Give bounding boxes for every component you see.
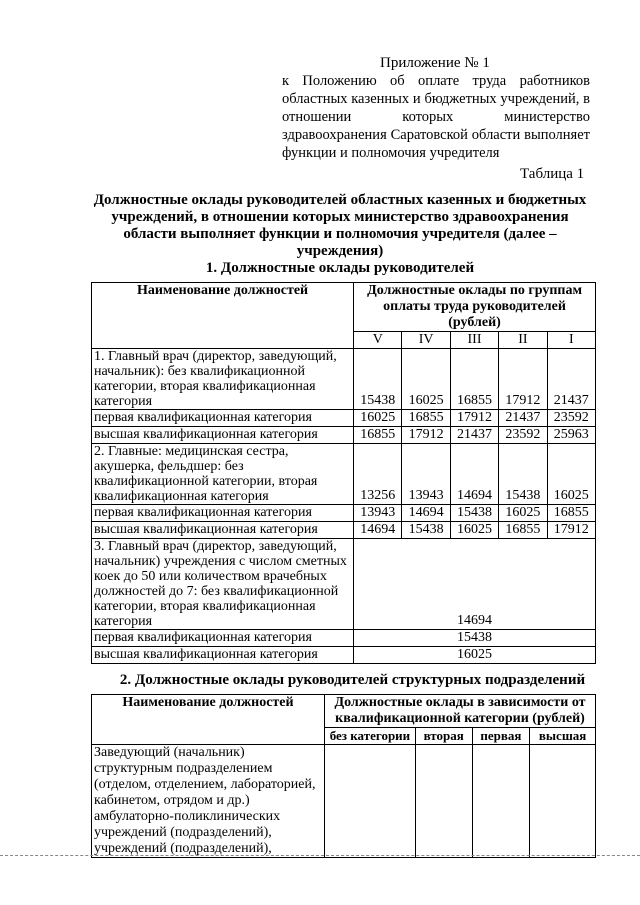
appendix-title: Приложение № 1 <box>380 55 490 71</box>
group-header: I <box>547 332 595 349</box>
row-name: первая квалификационная категория <box>92 410 354 427</box>
salary-value: 17912 <box>499 349 547 410</box>
group-header: II <box>499 332 547 349</box>
row-name: высшая квалификационная категория <box>92 647 354 664</box>
salary-value: 21437 <box>547 349 595 410</box>
salary-value: 15438 <box>402 522 450 539</box>
salary-value: 16855 <box>547 505 595 522</box>
salary-value: 21437 <box>450 427 498 444</box>
row-name: первая квалификационная категория <box>92 630 354 647</box>
row-name: 2. Главные: медицинская сестра, акушерка, фельдшер: без квалификационной категории, вторая квалификационная категория <box>92 444 354 505</box>
salary-value: 16025 <box>450 522 498 539</box>
section1-title: 1. Должностные оклады руководителей <box>205 260 475 276</box>
category-header: первая <box>472 728 530 745</box>
salary-value: 14694 <box>354 539 596 630</box>
salary-value: 16025 <box>354 410 402 427</box>
table-row <box>92 522 596 539</box>
group-header: V <box>354 332 402 349</box>
salary-value: 16855 <box>402 410 450 427</box>
table-row <box>92 539 596 630</box>
salary-value: 15438 <box>354 349 402 410</box>
value-cell <box>415 745 472 858</box>
table-row <box>92 647 596 664</box>
table-row <box>92 427 596 444</box>
salary-value: 16855 <box>499 522 547 539</box>
value-cell <box>325 745 416 858</box>
salary-value: 23592 <box>547 410 595 427</box>
row-name: высшая квалификационная категория <box>92 427 354 444</box>
salary-value: 14694 <box>402 505 450 522</box>
salary-value: 23592 <box>499 427 547 444</box>
salary-value: 16025 <box>402 349 450 410</box>
salary-value: 17912 <box>402 427 450 444</box>
table-row <box>92 745 596 858</box>
page-edge-divider <box>0 855 640 856</box>
group-header: IV <box>402 332 450 349</box>
salary-value: 17912 <box>450 410 498 427</box>
row-name: первая квалификационная категория <box>92 505 354 522</box>
header-groups: Должностные оклады в зависимости от квалификационной категории (рублей) <box>325 695 596 728</box>
table-row <box>92 410 596 427</box>
salary-table-heads <box>91 282 596 664</box>
salary-table-divisions <box>91 694 596 858</box>
section2-title: 2. Должностные оклады руководителей структурных подразделений <box>119 672 586 688</box>
row-name: 1. Главный врач (директор, заведующий, начальник): без квалификационной категории, вторая квалификационная категория <box>92 349 354 410</box>
salary-value: 16025 <box>354 647 596 664</box>
category-header: высшая <box>530 728 596 745</box>
category-header: вторая <box>415 728 472 745</box>
header-name: Наименование должностей <box>92 283 354 349</box>
salary-value: 15438 <box>450 505 498 522</box>
salary-value: 13943 <box>402 444 450 505</box>
salary-value: 15438 <box>354 630 596 647</box>
salary-value: 14694 <box>450 444 498 505</box>
salary-value: 21437 <box>499 410 547 427</box>
value-cell <box>472 745 530 858</box>
document-title: Должностные оклады руководителей областных казенных и бюджетных учреждений, в отношении которых министерство здравоохранения области выполняет функции и полномочия учредителя (далее – учреждения) <box>93 192 587 259</box>
row-name: Заведующий (начальник) структурным подразделением (отделом, отделением, лабораторией, кабинетом, отрядом и др.) амбулаторно-поликлинических учреждений (подразделений), учреждений (подразделений), <box>92 745 325 858</box>
table-row <box>92 505 596 522</box>
salary-value: 16855 <box>354 427 402 444</box>
row-name: 3. Главный врач (директор, заведующий, начальник) учреждения с числом сметных коек до 50 или количеством врачебных должностей до 7: без квалификационной категории, вторая квалификационная категория <box>92 539 354 630</box>
salary-value: 14694 <box>354 522 402 539</box>
table-row <box>92 349 596 410</box>
salary-value: 13943 <box>354 505 402 522</box>
header-groups: Должностные оклады по группам оплаты труда руководителей (рублей) <box>354 283 596 332</box>
salary-value: 16025 <box>499 505 547 522</box>
salary-value: 13256 <box>354 444 402 505</box>
salary-value: 17912 <box>547 522 595 539</box>
row-name: высшая квалификационная категория <box>92 522 354 539</box>
salary-value: 16855 <box>450 349 498 410</box>
table-row <box>92 630 596 647</box>
appendix-body: к Положению об оплате труда работников областных казенных и бюджетных учреждений, в отношении которых министерство здравоохранения Саратовской области выполняет функции и полномочия учредителя <box>282 73 590 161</box>
group-header: III <box>450 332 498 349</box>
salary-value: 25963 <box>547 427 595 444</box>
table-label: Таблица 1 <box>520 166 585 182</box>
value-cell <box>530 745 596 858</box>
header-name: Наименование должностей <box>92 695 325 745</box>
salary-value: 16025 <box>547 444 595 505</box>
salary-value: 15438 <box>499 444 547 505</box>
table-row <box>92 444 596 505</box>
category-header: без категории <box>325 728 416 745</box>
